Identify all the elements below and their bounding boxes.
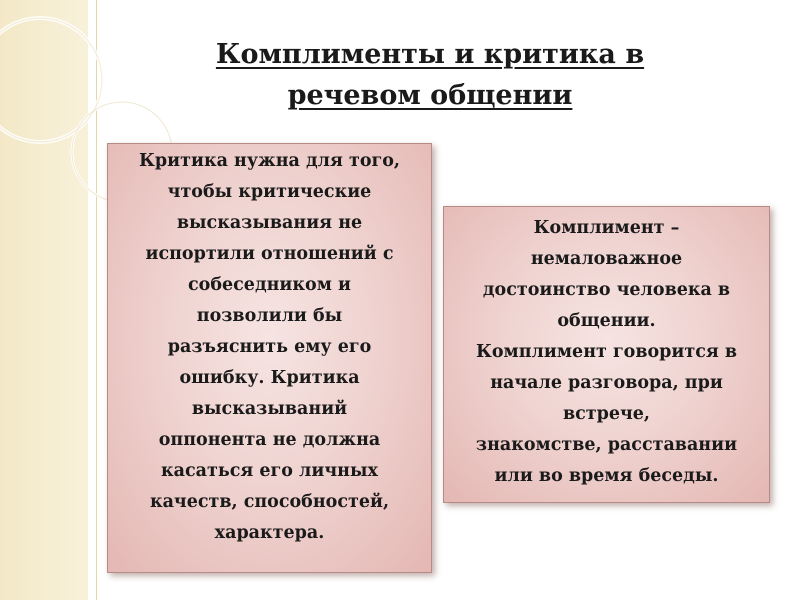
compliment-text-line: немаловажное (530, 249, 683, 269)
criticism-text-line: разъяснить ему его (167, 337, 372, 357)
criticism-text-line: Критика нужна для того, (139, 151, 400, 171)
compliment-text-line: начале разговора, при (490, 373, 723, 393)
compliment-text-line: общении. (557, 311, 656, 331)
criticism-text-line: касаться его личных (161, 461, 378, 481)
compliment-text-line: достоинство человека в (482, 280, 731, 300)
side-decoration-band (0, 0, 88, 600)
criticism-text-line: оппонента не должна (158, 430, 381, 450)
slide-title-line-1: Комплименты и критика в (215, 39, 645, 70)
criticism-text-line: испортили отношений с (145, 244, 394, 264)
criticism-card (107, 143, 432, 573)
compliment-text-line: встрече, (562, 404, 651, 424)
compliment-text-line: или во время беседы. (494, 466, 719, 486)
criticism-text-line: позволили бы (196, 306, 343, 326)
criticism-text-line: высказывания не (176, 213, 363, 233)
criticism-text-line: качеств, способностей, (149, 492, 390, 512)
side-decoration-line (96, 0, 97, 600)
compliment-text-line: знакомстве, расставании (475, 435, 738, 455)
slide-title (150, 34, 710, 116)
slide-title-line-2: речевом общении (287, 80, 573, 111)
criticism-text-line: ошибку. Критика (179, 368, 360, 388)
criticism-text-line: чтобы критические (167, 182, 372, 202)
compliment-text-line: Комплимент – (533, 218, 680, 238)
criticism-text-line: собеседником и (188, 275, 351, 295)
criticism-text-line: характера. (214, 523, 325, 543)
criticism-text-line: высказываний (191, 399, 348, 419)
compliment-card (443, 206, 770, 503)
compliment-text-line: Комплимент говорится в (475, 342, 738, 362)
